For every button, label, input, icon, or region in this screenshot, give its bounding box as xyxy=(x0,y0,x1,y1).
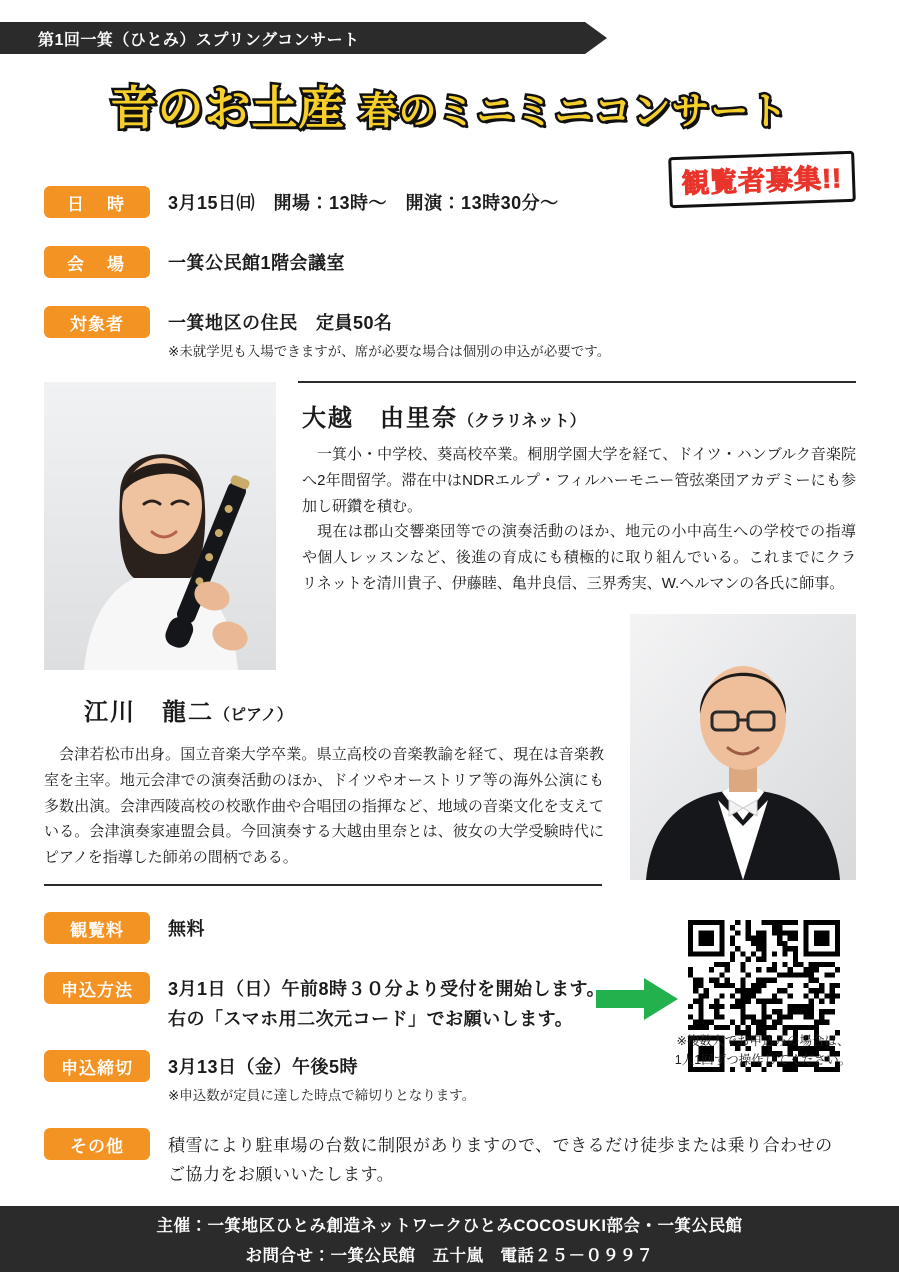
apply-tag-deadline: 申込締切 xyxy=(44,1050,150,1082)
main-title-secondary: 春のミニミニコンサート xyxy=(359,91,789,133)
apply-row-method xyxy=(44,972,605,1031)
apply-text-deadline: 3月13日（金）午後5時 xyxy=(168,1057,359,1077)
recruit-badge: 観覧者募集!! xyxy=(668,151,856,208)
ribbon-title: 第1回一箕（ひとみ）スプリングコンサート xyxy=(38,31,360,49)
info-body-audience xyxy=(168,306,610,360)
footer-contact: お問合せ：一箕公民館 五十嵐 電話２５－０９９７ xyxy=(245,1247,654,1265)
main-title-primary: 音のお土産 xyxy=(110,82,346,134)
performer-1-bio-p2: 現在は郡山交響楽団等での演奏活動のほか、地元の小中高生への学校での指導や個人レッスンなど、後進の育成にも積極的に取り組んでいる。これまでにクラリネットを清川貴子、伊藤睦、亀井良信、三界秀実、W.ヘルマンの各氏に師事。 xyxy=(302,523,856,592)
info-text-audience: 一箕地区の住民 定員50名 xyxy=(168,313,393,333)
piano-performer-photo xyxy=(630,614,856,880)
info-note-audience: ※未就学児も入場できますが、席が必要な場合は個別の申込が必要です。 xyxy=(168,344,611,359)
apply-text-fee: 無料 xyxy=(168,919,205,939)
info-row-venue xyxy=(44,246,345,278)
apply-row-deadline xyxy=(44,1050,475,1104)
apply-tag-other: その他 xyxy=(44,1128,150,1160)
apply-body-deadline xyxy=(168,1050,475,1104)
apply-tag-method: 申込方法 xyxy=(44,972,150,1004)
performer-2-bio xyxy=(44,742,604,871)
performer-2-bio-p1: 会津若松市出身。国立音楽大学卒業。県立高校の音楽教諭を経て、現在は音楽教室を主宰。地元会津での演奏活動のほか、ドイツやオーストリア等の海外公演にも多数出演。会津西陵高校の校歌作曲や合唱団の指揮など、地域の音楽文化を支えている。会津演奏家連盟会員。今回演奏する大越由里奈とは、彼女の大学受験時代にピアノを指導した師弟の間柄である。 xyxy=(44,746,604,867)
performer-2-name xyxy=(84,692,293,727)
info-tag-audience: 対象者 xyxy=(44,306,150,338)
info-body-datetime xyxy=(168,186,559,215)
title-block xyxy=(0,72,899,138)
apply-body-other xyxy=(168,1128,833,1185)
performer-1-name-text: 大越 由里奈 xyxy=(302,405,458,432)
footer-bar xyxy=(0,1206,899,1272)
main-title xyxy=(110,72,788,138)
info-text-venue: 一箕公民館1階会議室 xyxy=(168,253,346,273)
apply-row-other xyxy=(44,1128,833,1185)
performer-1-instrument: （クラリネット） xyxy=(458,413,586,430)
info-text-datetime: 3月15日㈰ 開場：13時〜 開演：13時30分〜 xyxy=(168,193,559,213)
info-row-audience xyxy=(44,306,610,360)
apply-tag-fee: 観覧料 xyxy=(44,912,150,944)
apply-text-other-1: 積雪により駐車場の台数に制限がありますので、できるだけ徒歩または乗り合わせの xyxy=(168,1136,833,1155)
performer-2-name-text: 江川 龍二 xyxy=(84,699,214,726)
info-body-venue xyxy=(168,246,345,275)
info-tag-venue: 会 場 xyxy=(44,246,150,278)
apply-text-method-2: 右の「スマホ用二次元コード」でお願いします。 xyxy=(168,1009,574,1029)
clarinet-performer-photo xyxy=(44,382,276,670)
apply-note-deadline: ※申込数が定員に達した時点で締切りとなります。 xyxy=(168,1088,476,1103)
apply-text-method-1: 3月1日（日）午前8時３０分より受付を開始します。 xyxy=(168,979,606,999)
performer-1-bio-p1: 一箕小・中学校、葵高校卒業。桐朋学園大学を経て、ドイツ・ハンブルク音楽院へ2年間留学。滞在中はNDRエルプ・フィルハーモニー管弦楽団アカデミーにも参加し研鑽を積む。 xyxy=(302,446,856,515)
apply-body-fee xyxy=(168,912,205,941)
qr-note xyxy=(648,1032,878,1070)
arrow-icon xyxy=(596,978,678,1020)
header-ribbon xyxy=(0,22,585,54)
performer-1-bio xyxy=(302,442,856,597)
divider-performer-1 xyxy=(298,381,856,383)
divider-performer-2 xyxy=(44,884,602,886)
footer-organizer: 主催：一箕地区ひとみ創造ネットワークひとみCOCOSUKI部会・一箕公民館 xyxy=(156,1217,743,1235)
info-row-datetime xyxy=(44,186,559,218)
performer-2-instrument: （ピアノ） xyxy=(214,707,293,724)
performer-1-name xyxy=(302,398,586,433)
info-tag-datetime: 日 時 xyxy=(44,186,150,218)
qr-note-line-2: 1人1回ずつ操作してください。 xyxy=(674,1052,852,1067)
apply-text-other-2: ご協力をお願いいたします。 xyxy=(168,1165,395,1184)
qr-note-line-1: ※複数人でお申込みの場合は、 xyxy=(676,1034,850,1048)
apply-body-method xyxy=(168,972,605,1031)
apply-row-fee xyxy=(44,912,205,944)
